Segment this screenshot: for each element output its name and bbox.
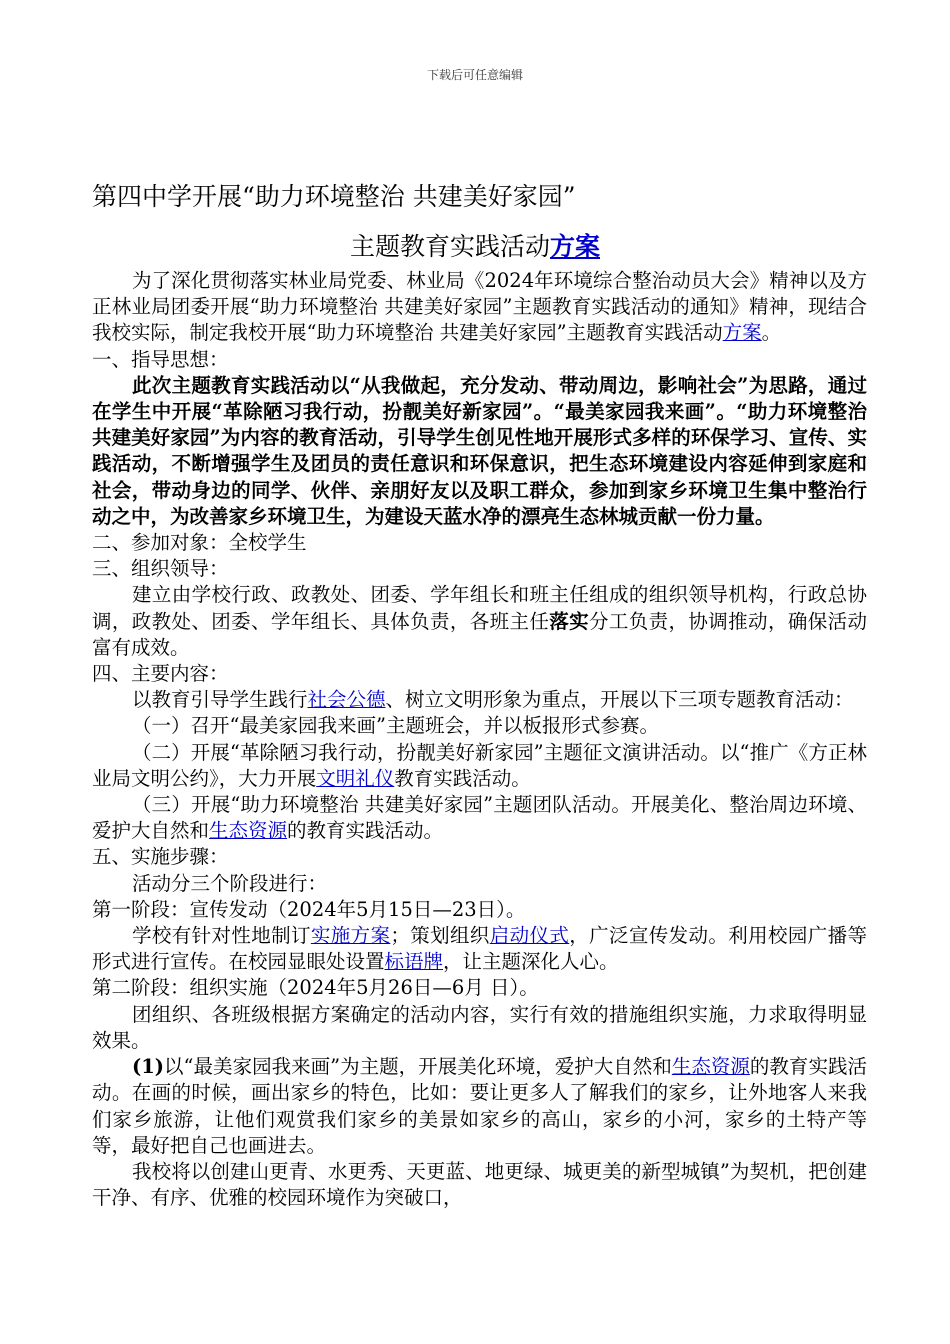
section4-item1: （一）召开“最美家园我来画”主题班会，并以板报形式参赛。	[132, 714, 659, 738]
link-launch-ceremony[interactable]: 启动仪式	[489, 924, 570, 948]
link-civility[interactable]: 文明礼仪	[316, 766, 395, 790]
stage1-text	[92, 923, 867, 975]
title-text: 主题教育实践活动	[349, 232, 550, 261]
stage2-heading: 第二阶段：组织实施（2024年5月26日—6月 日）。	[92, 976, 539, 1000]
intro-end: 。	[761, 321, 782, 345]
intro-paragraph	[92, 268, 867, 347]
section4-item2-a: （二）开展“革除陋习我行动，扮靓美好新家园”主题征文演讲活动。以“推广《方正林业局文明公约》，大力开展	[92, 740, 867, 790]
document-body	[92, 268, 867, 1211]
stage2-item-number: (1)	[132, 1055, 165, 1079]
section3-bold: 落实	[549, 609, 590, 633]
link-slogan-sign[interactable]: 标语牌	[384, 950, 444, 974]
header-note: 下载后可任意编辑	[426, 68, 523, 82]
stage2-last-paragraph: 我校将以创建山更青、水更秀、天更蓝、地更绿、城更美的新型城镇”为契机，把创建干净、有序、优雅的校园环境作为突破口，	[92, 1159, 867, 1210]
section3-text	[92, 582, 867, 661]
stage1-heading: 第一阶段：宣传发动（2024年5月15日—23日）。	[92, 897, 526, 921]
section3-text-a: 建立由学校行政、政教处、团委、学年组长和班主任组成的组织领导机构，行政总协调，政教处、团委、学年组长、具体负责，各班主任	[92, 583, 867, 633]
link-implementation-plan[interactable]: 实施方案	[310, 924, 391, 948]
link-eco-resources-2[interactable]: 生态资源	[671, 1055, 750, 1079]
section5-heading: 五、实施步骤：	[92, 845, 229, 869]
stage2-item	[92, 1054, 867, 1159]
section4-item3-a: （三）开展“助力环境整治 共建美好家园”主题团队活动。开展美化、整治周边环境、爱护大自然和	[92, 793, 867, 843]
link-plan[interactable]: 方案	[722, 321, 762, 345]
stage2-item-b: 的教育实践活动。在画的时候，画出家乡的特色，比如：要让更多人了解我们的家乡，让外地客人来我们家乡旅游，让他们观赏我们家乡的美景如家乡的高山，家乡的小河，家乡的土特产等等，最好把自己也画进去。	[92, 1055, 867, 1157]
section4-text	[92, 687, 867, 713]
stage1-text-c: ，广泛宣传发动。利用校园广播等形式进行宣传。在校园显眼处设置	[92, 924, 867, 974]
section4-item3-b: 的教育实践活动。	[287, 819, 444, 843]
section4-item2-b: 教育实践活动。	[394, 766, 531, 790]
section1-text: 此次主题教育实践活动以“从我做起，充分发动、带动周边，影响社会”为思路，通过在学生中开展“革除陋习我行动，扮靓美好新家园”。“最美家园我来画”。“助力环境整治 共建美好家园”为内容的教育活动，引导学生创见性地开展形式多样的环保学习、宣传、实践活动，不断增强学生及团员的责任意识和环保意识，把生态环境建设内容延伸到家庭和社会，带动身边的同学、伙伴、亲朋好友以及职工群众，参加到家乡环境卫生集中整治行动之中，为改善家乡环境卫生，为建设天蓝水净的漂亮生态林城贡献一份力量。	[92, 373, 867, 528]
stage1-text-a: 学校有针对性地制订	[132, 924, 311, 948]
section4-heading: 四、主要内容：	[92, 662, 229, 686]
section2-heading: 二、参加对象：全校学生	[92, 531, 307, 555]
stage1-text-d: ，让主题深化人心。	[443, 950, 619, 974]
title-link-plan[interactable]: 方案	[550, 232, 601, 261]
section4-item2	[92, 740, 867, 792]
stage2-item-a: 以“最美家园我来画”为主题，开展美化环境，爱护大自然和	[164, 1055, 672, 1079]
section5-intro: 活动分三个阶段进行：	[132, 871, 328, 895]
intro-text: 为了深化贯彻落实林业局党委、林业局《2024年环境综合整治动员大会》精神以及方正林业局团委开展“助力环境整治 共建美好家园”主题教育实践活动的通知》精神，现结合我校实际，制定我校开展“助力环境整治 共建美好家园”主题教育实践活动	[92, 269, 867, 345]
document-title-line2	[0, 230, 950, 264]
section3-heading: 三、组织领导：	[92, 557, 229, 581]
section4-text-b: 、树立文明形象为重点，开展以下三项专题教育活动：	[385, 688, 854, 712]
section1-heading: 一、指导思想：	[92, 347, 229, 371]
link-social-morality[interactable]: 社会公德	[307, 688, 386, 712]
link-eco-resources[interactable]: 生态资源	[209, 819, 288, 843]
document-title-line1: 第四中学开展“助力环境整治 共建美好家园”	[92, 182, 576, 211]
stage2-text: 团组织、各班级根据方案确定的活动内容，实行有效的措施组织实施，力求取得明显效果。	[92, 1002, 867, 1052]
section4-item3	[92, 792, 867, 844]
section4-text-a: 以教育引导学生践行	[132, 688, 308, 712]
stage1-text-b: ；策划组织	[390, 924, 490, 948]
section3-text-b: 分工负责，协调推动，确保活动富有成效。	[92, 609, 867, 659]
